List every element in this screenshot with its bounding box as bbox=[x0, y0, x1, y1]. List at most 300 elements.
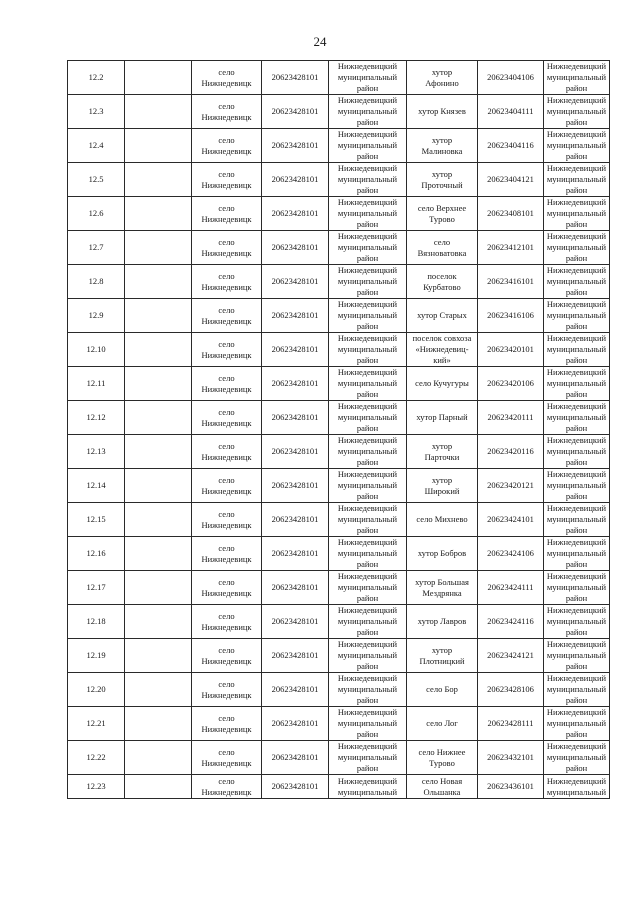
empty-cell bbox=[125, 435, 192, 469]
empty-cell bbox=[125, 197, 192, 231]
empty-cell bbox=[125, 639, 192, 673]
settlement-name-text: село Нижнедевицк bbox=[201, 406, 252, 428]
row-number-text: 12.14 bbox=[86, 480, 106, 490]
settlement-name bbox=[192, 299, 262, 333]
locality-name bbox=[407, 333, 478, 367]
settlement-oktmo-code bbox=[262, 197, 329, 231]
locality-district-text: Нижнедевицкий муниципальный район bbox=[546, 741, 607, 773]
locality-name-text: хутор Афонино bbox=[425, 66, 459, 88]
settlement-district-text: Нижнедевицкий муниципальный район bbox=[337, 469, 398, 501]
settlement-oktmo-code-text: 20623428101 bbox=[271, 718, 319, 728]
locality-district-text: Нижнедевицкий муниципальный район bbox=[546, 265, 607, 297]
settlement-name-text: село Нижнедевицк bbox=[201, 168, 252, 190]
locality-district bbox=[544, 401, 610, 435]
settlement-oktmo-code bbox=[262, 265, 329, 299]
row-number bbox=[68, 95, 125, 129]
settlement-name bbox=[192, 435, 262, 469]
locality-district-text: Нижнедевицкий муниципальный район bbox=[546, 707, 607, 739]
locality-name-text: хутор Плотницкий bbox=[419, 644, 465, 666]
locality-name bbox=[407, 61, 478, 95]
empty-cell bbox=[125, 231, 192, 265]
empty-cell bbox=[125, 61, 192, 95]
settlement-oktmo-code-text: 20623428101 bbox=[271, 582, 319, 592]
settlement-name-text: село Нижнедевицк bbox=[201, 542, 252, 564]
row-number bbox=[68, 265, 125, 299]
row-number bbox=[68, 401, 125, 435]
locality-name bbox=[407, 469, 478, 503]
locality-oktmo-code bbox=[478, 741, 544, 775]
locality-district-text: Нижнедевицкий муниципальный район bbox=[546, 469, 607, 501]
row-number-text: 12.20 bbox=[86, 684, 106, 694]
settlement-district-text: Нижнедевицкий муниципальный район bbox=[337, 673, 398, 705]
empty-cell bbox=[125, 605, 192, 639]
locality-name-text: хутор Князев bbox=[418, 106, 466, 116]
settlement-name bbox=[192, 129, 262, 163]
locality-name-text: поселок Курбатово bbox=[423, 270, 461, 292]
settlement-district bbox=[329, 673, 407, 707]
locality-name-text: село Верхнее Турово bbox=[417, 202, 467, 224]
locality-oktmo-code-text: 20623420111 bbox=[487, 412, 534, 422]
settlement-district bbox=[329, 571, 407, 605]
locality-oktmo-code bbox=[478, 95, 544, 129]
settlement-oktmo-code bbox=[262, 367, 329, 401]
locality-district bbox=[544, 333, 610, 367]
settlement-name-text: село Нижнедевицк bbox=[201, 338, 252, 360]
locality-oktmo-code-text: 20623404121 bbox=[487, 174, 534, 184]
locality-name bbox=[407, 435, 478, 469]
locality-oktmo-code-text: 20623408101 bbox=[487, 208, 534, 218]
settlement-name bbox=[192, 639, 262, 673]
table-row bbox=[68, 265, 610, 299]
locality-oktmo-code bbox=[478, 129, 544, 163]
locality-name bbox=[407, 571, 478, 605]
locality-oktmo-code bbox=[478, 163, 544, 197]
locality-oktmo-code bbox=[478, 265, 544, 299]
locality-district-text: Нижнедевицкий муниципальный район bbox=[546, 401, 607, 433]
locality-name-text: хутор Бобров bbox=[417, 548, 467, 558]
locality-name-text: поселок совхоза «Нижнедевиц- кий» bbox=[412, 333, 472, 365]
row-number bbox=[68, 639, 125, 673]
settlement-oktmo-code-text: 20623428101 bbox=[271, 514, 319, 524]
row-number-text: 12.18 bbox=[86, 616, 106, 626]
settlement-name bbox=[192, 231, 262, 265]
table-row bbox=[68, 707, 610, 741]
locality-name-text: село Бор bbox=[426, 684, 458, 694]
table-row bbox=[68, 231, 610, 265]
settlement-name-text: село Нижнедевицк bbox=[201, 576, 252, 598]
locality-district bbox=[544, 741, 610, 775]
settlement-oktmo-code-text: 20623428101 bbox=[271, 140, 319, 150]
locality-district bbox=[544, 469, 610, 503]
locality-name bbox=[407, 741, 478, 775]
locality-oktmo-code-text: 20623424101 bbox=[487, 514, 534, 524]
table-row bbox=[68, 469, 610, 503]
settlement-district bbox=[329, 299, 407, 333]
empty-cell bbox=[125, 775, 192, 799]
locality-district bbox=[544, 197, 610, 231]
settlement-oktmo-code bbox=[262, 129, 329, 163]
page-number: 24 bbox=[313, 34, 327, 49]
locality-name bbox=[407, 673, 478, 707]
settlement-oktmo-code-text: 20623428101 bbox=[271, 310, 319, 320]
settlement-oktmo-code bbox=[262, 95, 329, 129]
locality-oktmo-code-text: 20623420121 bbox=[487, 480, 534, 490]
settlement-district-text: Нижнедевицкий муниципальный район bbox=[337, 299, 398, 331]
locality-name-text: село Михнево bbox=[416, 514, 468, 524]
settlement-district-text: Нижнедевицкий муниципальный район bbox=[337, 163, 398, 195]
locality-name bbox=[407, 299, 478, 333]
locality-name bbox=[407, 95, 478, 129]
row-number bbox=[68, 61, 125, 95]
locality-name-text: хутор Парный bbox=[416, 412, 468, 422]
locality-name-text: хутор Лавров bbox=[417, 616, 467, 626]
settlement-name-text: село Нижнедевицк bbox=[201, 508, 252, 530]
settlement-name-text: село Нижнедевицк bbox=[201, 304, 252, 326]
settlement-name bbox=[192, 537, 262, 571]
locality-oktmo-code-text: 20623432101 bbox=[487, 752, 534, 762]
settlement-district bbox=[329, 605, 407, 639]
locality-oktmo-code-text: 20623404116 bbox=[487, 140, 534, 150]
settlement-district bbox=[329, 707, 407, 741]
empty-cell bbox=[125, 673, 192, 707]
locality-name bbox=[407, 605, 478, 639]
row-number bbox=[68, 503, 125, 537]
table-row bbox=[68, 401, 610, 435]
locality-district-text: Нижнедевицкий муниципальный район bbox=[546, 299, 607, 331]
locality-oktmo-code-text: 20623428111 bbox=[487, 718, 534, 728]
table-row bbox=[68, 537, 610, 571]
table-row bbox=[68, 163, 610, 197]
empty-cell bbox=[125, 469, 192, 503]
table-row bbox=[68, 503, 610, 537]
locality-oktmo-code bbox=[478, 707, 544, 741]
settlement-oktmo-code-text: 20623428101 bbox=[271, 616, 319, 626]
settlement-district-text: Нижнедевицкий муниципальный район bbox=[337, 95, 398, 127]
row-number-text: 12.16 bbox=[86, 548, 106, 558]
settlement-district bbox=[329, 503, 407, 537]
settlement-oktmo-code-text: 20623428101 bbox=[271, 208, 319, 218]
settlement-oktmo-code-text: 20623428101 bbox=[271, 752, 319, 762]
row-number-text: 12.4 bbox=[88, 140, 104, 150]
locality-oktmo-code bbox=[478, 231, 544, 265]
locality-name bbox=[407, 265, 478, 299]
empty-cell bbox=[125, 503, 192, 537]
locality-district-text: Нижнедевицкий муниципальный район bbox=[546, 231, 607, 263]
settlement-district bbox=[329, 775, 407, 799]
settlements-table bbox=[67, 60, 610, 799]
settlement-oktmo-code bbox=[262, 673, 329, 707]
settlement-name-text: село Нижнедевицк bbox=[201, 440, 252, 462]
locality-oktmo-code-text: 20623436101 bbox=[487, 781, 534, 791]
row-number-text: 12.12 bbox=[86, 412, 106, 422]
locality-name bbox=[407, 129, 478, 163]
settlement-name-text: село Нижнедевицк bbox=[201, 474, 252, 496]
settlement-name-text: село Нижнедевицк bbox=[201, 372, 252, 394]
locality-district-text: Нижнедевицкий муниципальный район bbox=[546, 95, 607, 127]
settlement-district-text: Нижнедевицкий муниципальный район bbox=[337, 537, 398, 569]
row-number-text: 12.5 bbox=[88, 174, 104, 184]
settlement-district-text: Нижнедевицкий муниципальный bbox=[337, 775, 398, 797]
row-number-text: 12.17 bbox=[86, 582, 106, 592]
locality-district bbox=[544, 707, 610, 741]
settlement-district bbox=[329, 401, 407, 435]
locality-oktmo-code-text: 20623404106 bbox=[487, 72, 534, 82]
settlement-district-text: Нижнедевицкий муниципальный район bbox=[337, 401, 398, 433]
locality-oktmo-code-text: 20623424106 bbox=[487, 548, 534, 558]
table-row bbox=[68, 571, 610, 605]
settlement-district bbox=[329, 231, 407, 265]
settlement-name-text: село Нижнедевицк bbox=[201, 236, 252, 258]
settlement-district bbox=[329, 469, 407, 503]
locality-district-text: Нижнедевицкий муниципальный район bbox=[546, 605, 607, 637]
empty-cell bbox=[125, 741, 192, 775]
locality-district bbox=[544, 605, 610, 639]
table-row bbox=[68, 95, 610, 129]
locality-name bbox=[407, 231, 478, 265]
settlement-name bbox=[192, 741, 262, 775]
settlement-district-text: Нижнедевицкий муниципальный район bbox=[337, 605, 398, 637]
locality-district bbox=[544, 163, 610, 197]
locality-district-text: Нижнедевицкий муниципальный район bbox=[546, 61, 607, 93]
locality-name-text: хутор Большая Мездрянка bbox=[415, 576, 469, 598]
settlement-name bbox=[192, 401, 262, 435]
locality-name bbox=[407, 639, 478, 673]
locality-district bbox=[544, 571, 610, 605]
locality-district-text: Нижнедевицкий муниципальный район bbox=[546, 333, 607, 365]
locality-district-text: Нижнедевицкий муниципальный bbox=[546, 775, 607, 797]
row-number bbox=[68, 673, 125, 707]
locality-name bbox=[407, 707, 478, 741]
settlement-district bbox=[329, 333, 407, 367]
locality-district-text: Нижнедевицкий муниципальный район bbox=[546, 503, 607, 535]
settlement-oktmo-code-text: 20623428101 bbox=[271, 72, 319, 82]
settlement-oktmo-code bbox=[262, 707, 329, 741]
settlement-district bbox=[329, 265, 407, 299]
empty-cell bbox=[125, 129, 192, 163]
locality-name bbox=[407, 367, 478, 401]
table-row bbox=[68, 741, 610, 775]
settlement-oktmo-code bbox=[262, 163, 329, 197]
locality-district-text: Нижнедевицкий муниципальный район bbox=[546, 435, 607, 467]
locality-district-text: Нижнедевицкий муниципальный район bbox=[546, 197, 607, 229]
locality-district-text: Нижнедевицкий муниципальный район bbox=[546, 163, 607, 195]
table-body bbox=[68, 61, 610, 799]
settlement-oktmo-code bbox=[262, 299, 329, 333]
empty-cell bbox=[125, 299, 192, 333]
settlement-district-text: Нижнедевицкий муниципальный район bbox=[337, 265, 398, 297]
row-number bbox=[68, 163, 125, 197]
locality-district bbox=[544, 129, 610, 163]
locality-district bbox=[544, 231, 610, 265]
locality-oktmo-code-text: 20623416101 bbox=[487, 276, 534, 286]
settlement-name bbox=[192, 673, 262, 707]
empty-cell bbox=[125, 367, 192, 401]
settlement-name-text: село Нижнедевицк bbox=[201, 100, 252, 122]
settlement-oktmo-code bbox=[262, 775, 329, 799]
row-number bbox=[68, 367, 125, 401]
settlement-oktmo-code bbox=[262, 537, 329, 571]
settlement-oktmo-code-text: 20623428101 bbox=[271, 650, 319, 660]
table-row bbox=[68, 775, 610, 799]
settlement-oktmo-code bbox=[262, 61, 329, 95]
row-number-text: 12.21 bbox=[86, 718, 106, 728]
row-number bbox=[68, 197, 125, 231]
settlement-oktmo-code-text: 20623428101 bbox=[271, 548, 319, 558]
locality-district-text: Нижнедевицкий муниципальный район bbox=[546, 673, 607, 705]
settlement-oktmo-code-text: 20623428101 bbox=[271, 106, 319, 116]
settlement-district bbox=[329, 95, 407, 129]
row-number bbox=[68, 469, 125, 503]
settlement-district bbox=[329, 537, 407, 571]
locality-oktmo-code-text: 20623420106 bbox=[487, 378, 534, 388]
locality-oktmo-code bbox=[478, 639, 544, 673]
locality-oktmo-code-text: 20623404111 bbox=[487, 106, 534, 116]
row-number bbox=[68, 571, 125, 605]
settlement-name-text: село Нижнедевицк bbox=[201, 202, 252, 224]
settlement-name-text: село Нижнедевицк bbox=[201, 712, 252, 734]
locality-name bbox=[407, 537, 478, 571]
locality-district bbox=[544, 435, 610, 469]
locality-name-text: хутор Старых bbox=[417, 310, 467, 320]
locality-name bbox=[407, 163, 478, 197]
locality-name bbox=[407, 401, 478, 435]
settlement-district bbox=[329, 163, 407, 197]
settlement-district-text: Нижнедевицкий муниципальный район bbox=[337, 639, 398, 671]
settlement-name bbox=[192, 367, 262, 401]
table-row bbox=[68, 367, 610, 401]
locality-district bbox=[544, 265, 610, 299]
row-number bbox=[68, 775, 125, 799]
settlement-name-text: село Нижнедевицк bbox=[201, 134, 252, 156]
settlement-oktmo-code bbox=[262, 231, 329, 265]
locality-district-text: Нижнедевицкий муниципальный район bbox=[546, 129, 607, 161]
table-row bbox=[68, 435, 610, 469]
locality-oktmo-code bbox=[478, 299, 544, 333]
settlement-district-text: Нижнедевицкий муниципальный район bbox=[337, 503, 398, 535]
settlement-district bbox=[329, 367, 407, 401]
empty-cell bbox=[125, 537, 192, 571]
locality-oktmo-code bbox=[478, 401, 544, 435]
row-number bbox=[68, 741, 125, 775]
locality-name-text: село Кучугуры bbox=[415, 378, 469, 388]
settlement-oktmo-code-text: 20623428101 bbox=[271, 412, 319, 422]
locality-oktmo-code-text: 20623424121 bbox=[487, 650, 534, 660]
locality-district-text: Нижнедевицкий муниципальный район bbox=[546, 571, 607, 603]
locality-district bbox=[544, 673, 610, 707]
row-number-text: 12.10 bbox=[86, 344, 106, 354]
settlement-name bbox=[192, 605, 262, 639]
locality-district bbox=[544, 639, 610, 673]
settlement-district bbox=[329, 197, 407, 231]
settlement-district-text: Нижнедевицкий муниципальный район bbox=[337, 367, 398, 399]
locality-name-text: хутор Малиновка bbox=[421, 134, 463, 156]
settlement-oktmo-code-text: 20623428101 bbox=[271, 174, 319, 184]
settlement-oktmo-code-text: 20623428101 bbox=[271, 276, 319, 286]
row-number-text: 12.19 bbox=[86, 650, 106, 660]
settlement-oktmo-code-text: 20623428101 bbox=[271, 378, 319, 388]
locality-name bbox=[407, 197, 478, 231]
empty-cell bbox=[125, 163, 192, 197]
locality-oktmo-code bbox=[478, 775, 544, 799]
settlement-district bbox=[329, 435, 407, 469]
row-number-text: 12.22 bbox=[86, 752, 106, 762]
locality-district-text: Нижнедевицкий муниципальный район bbox=[546, 367, 607, 399]
settlement-oktmo-code bbox=[262, 605, 329, 639]
settlement-name-text: село Нижнедевицк bbox=[201, 270, 252, 292]
settlement-name bbox=[192, 707, 262, 741]
empty-cell bbox=[125, 707, 192, 741]
locality-name-text: хутор Проточный bbox=[421, 168, 463, 190]
row-number bbox=[68, 333, 125, 367]
locality-oktmo-code-text: 20623416106 bbox=[487, 310, 534, 320]
settlement-district-text: Нижнедевицкий муниципальный район bbox=[337, 435, 398, 467]
settlement-name-text: село Нижнедевицк bbox=[201, 610, 252, 632]
locality-oktmo-code-text: 20623412101 bbox=[487, 242, 534, 252]
settlement-oktmo-code bbox=[262, 741, 329, 775]
empty-cell bbox=[125, 401, 192, 435]
row-number-text: 12.13 bbox=[86, 446, 106, 456]
locality-district bbox=[544, 537, 610, 571]
row-number-text: 12.7 bbox=[88, 242, 104, 252]
locality-district bbox=[544, 367, 610, 401]
locality-district bbox=[544, 299, 610, 333]
locality-name-text: хутор Широкий bbox=[424, 474, 460, 496]
row-number bbox=[68, 231, 125, 265]
locality-oktmo-code bbox=[478, 435, 544, 469]
table-row bbox=[68, 299, 610, 333]
settlement-district-text: Нижнедевицкий муниципальный район bbox=[337, 231, 398, 263]
row-number bbox=[68, 299, 125, 333]
locality-name bbox=[407, 503, 478, 537]
settlement-oktmo-code bbox=[262, 333, 329, 367]
table-row bbox=[68, 129, 610, 163]
settlement-name-text: село Нижнедевицк bbox=[201, 746, 252, 768]
settlement-name bbox=[192, 163, 262, 197]
locality-district bbox=[544, 503, 610, 537]
settlement-oktmo-code bbox=[262, 435, 329, 469]
table-row bbox=[68, 673, 610, 707]
locality-oktmo-code bbox=[478, 605, 544, 639]
settlement-oktmo-code-text: 20623428101 bbox=[271, 242, 319, 252]
settlement-oktmo-code bbox=[262, 571, 329, 605]
settlement-name-text: село Нижнедевицк bbox=[201, 678, 252, 700]
locality-oktmo-code bbox=[478, 61, 544, 95]
settlement-name bbox=[192, 61, 262, 95]
locality-oktmo-code-text: 20623424116 bbox=[487, 616, 534, 626]
settlement-oktmo-code-text: 20623428101 bbox=[271, 781, 319, 791]
row-number-text: 12.15 bbox=[86, 514, 106, 524]
settlement-name-text: село Нижнедевицк bbox=[201, 66, 252, 88]
locality-oktmo-code bbox=[478, 333, 544, 367]
settlement-name-text: село Нижнедевицк bbox=[201, 644, 252, 666]
settlement-district bbox=[329, 639, 407, 673]
locality-oktmo-code bbox=[478, 367, 544, 401]
settlement-name bbox=[192, 95, 262, 129]
settlement-district bbox=[329, 61, 407, 95]
row-number bbox=[68, 435, 125, 469]
locality-oktmo-code bbox=[478, 571, 544, 605]
locality-oktmo-code-text: 20623428106 bbox=[487, 684, 534, 694]
row-number-text: 12.8 bbox=[88, 276, 104, 286]
locality-oktmo-code bbox=[478, 503, 544, 537]
settlement-name bbox=[192, 571, 262, 605]
empty-cell bbox=[125, 95, 192, 129]
empty-cell bbox=[125, 571, 192, 605]
table-row bbox=[68, 639, 610, 673]
settlement-oktmo-code-text: 20623428101 bbox=[271, 344, 319, 354]
row-number bbox=[68, 605, 125, 639]
row-number-text: 12.3 bbox=[88, 106, 104, 116]
